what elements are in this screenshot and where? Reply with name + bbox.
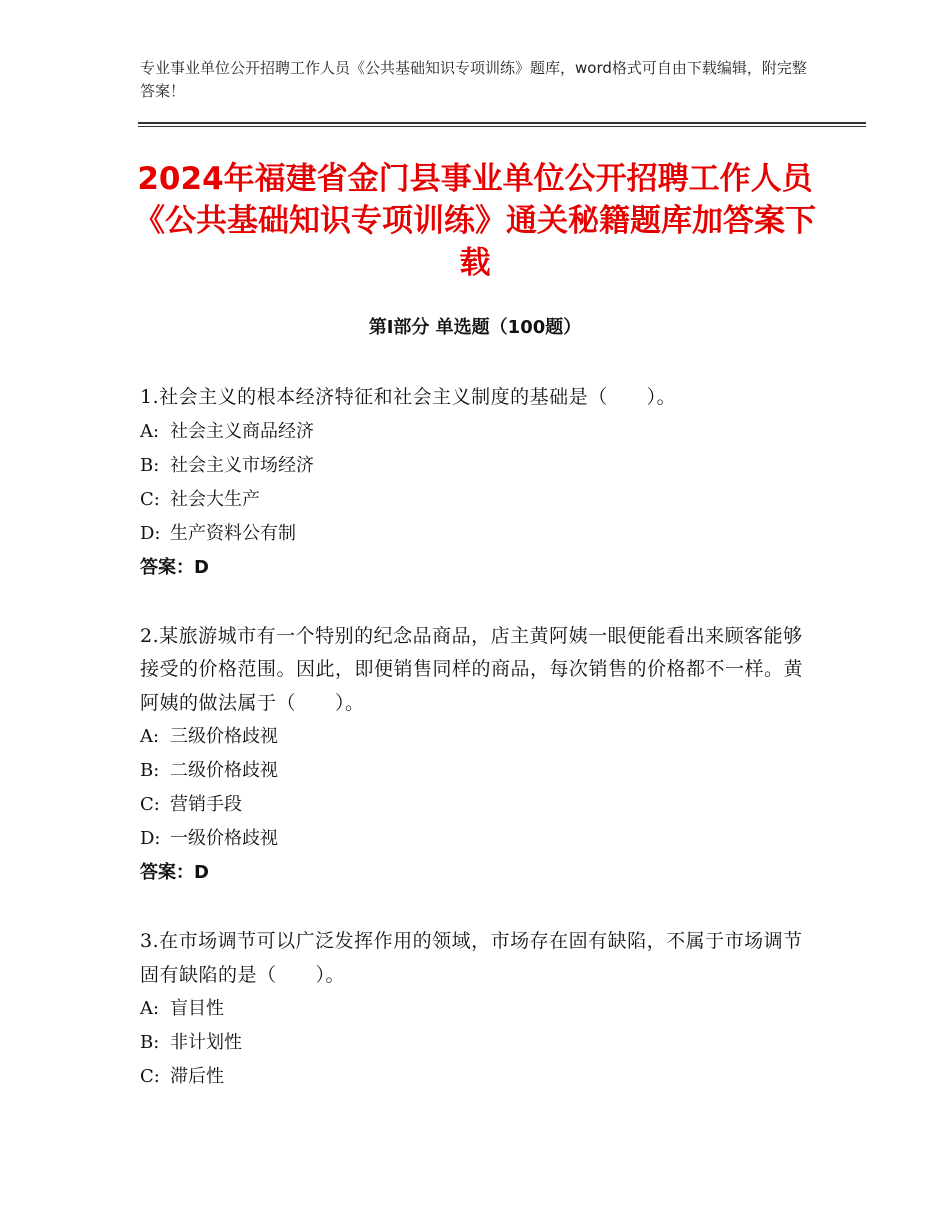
- option-d: [140, 517, 810, 551]
- option-b: [140, 449, 810, 483]
- option-letter: D:: [140, 828, 161, 849]
- option-letter: A:: [140, 998, 160, 1019]
- option-letter: C:: [140, 1066, 160, 1087]
- option-text: 社会主义商品经济: [170, 420, 314, 442]
- option-text: 社会主义市场经济: [170, 454, 314, 476]
- question-3: [140, 925, 810, 1094]
- question-2: [140, 620, 810, 891]
- answer-line: 答案：D: [140, 556, 209, 578]
- question-stem: 3.在市场调节可以广泛发挥作用的领域，市场存在固有缺陷，不属于市场调节固有缺陷的是（ ）。: [140, 930, 803, 986]
- answer-line: 答案：D: [140, 862, 209, 883]
- option-b: [140, 754, 810, 788]
- option-text: 营销手段: [170, 794, 242, 815]
- option-letter: A:: [140, 420, 160, 442]
- option-letter: D:: [140, 522, 161, 544]
- option-text: 二级价格歧视: [170, 760, 278, 781]
- question-list: [140, 381, 810, 1129]
- option-letter: A:: [140, 726, 160, 747]
- option-letter: B:: [140, 760, 160, 781]
- option-c: [140, 483, 810, 517]
- option-d: [140, 822, 810, 856]
- document-title: 2024年福建省金门县事业单位公开招聘工作人员《公共基础知识专项训练》通关秘籍题库加答案下载: [134, 161, 816, 281]
- option-text: 三级价格歧视: [170, 726, 278, 747]
- option-c: [140, 788, 810, 822]
- question-stem: 1.社会主义的根本经济特征和社会主义制度的基础是（ ）。: [140, 386, 677, 408]
- option-text: 盲目性: [170, 998, 224, 1019]
- option-text: 一级价格歧视: [170, 828, 278, 849]
- header-divider-thin: [138, 126, 866, 127]
- option-text: 滞后性: [170, 1066, 224, 1087]
- option-letter: C:: [140, 488, 160, 510]
- question-stem: 2.某旅游城市有一个特别的纪念品商品，店主黄阿姨一眼便能看出来顾客能够接受的价格范围。因此，即便销售同样的商品，每次销售的价格都不一样。黄阿姨的做法属于（ ）。: [140, 624, 804, 714]
- option-a: [140, 992, 810, 1026]
- option-letter: B:: [140, 454, 160, 476]
- question-1: [140, 381, 810, 585]
- option-c: [140, 1060, 810, 1094]
- option-letter: C:: [140, 794, 160, 815]
- option-a: [140, 720, 810, 754]
- option-text: 非计划性: [170, 1032, 242, 1053]
- option-text: 社会大生产: [170, 488, 260, 510]
- option-a: [140, 415, 810, 449]
- option-letter: B:: [140, 1032, 160, 1053]
- header-note: 专业事业单位公开招聘工作人员《公共基础知识专项训练》题库，word格式可自由下载编辑，附完整答案！: [140, 59, 807, 100]
- option-text: 生产资料公有制: [170, 522, 296, 544]
- section-heading: 第Ⅰ部分 单选题（100题）: [368, 317, 582, 338]
- option-b: [140, 1026, 810, 1060]
- header-divider-thick: [138, 122, 866, 124]
